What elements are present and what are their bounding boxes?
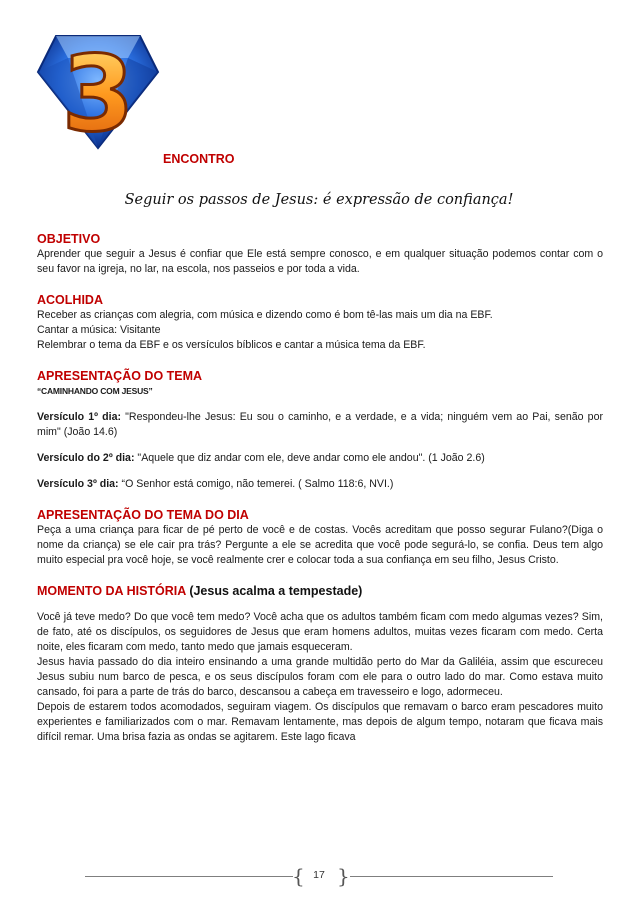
historia-paragraph: Jesus havia passado do dia inteiro ensinando a uma grande multidão perto do Mar da Galiléia, assim que escureceu Jesus subiu num barco de pesca, e os seus discípulos foram com ele para o outro lado do mar. Como estava muito cansado, foi para a parte de trás do barco, descansou a cabeça em travesseiro e logo, adormeceu. [37,656,603,698]
verse-label: Versículo 3º dia: [37,478,119,490]
historia-paragraph: Depois de estarem todos acomodados, seguiram viagem. Os discípulos que remavam o barco eram pescadores muito experientes e familiarizados com o mar. Remavam lentamente, mas depois de algum tempo, notaram que ficava mais difícil remar. Uma brisa fazia as ondas se agitarem. Este lago ficava [37,701,603,743]
footer-rule-left [85,876,293,877]
encounter-subtitle: Seguir os passos de Jesus: é expressão de confiança! [124,192,514,208]
verse-text: "Aquele que diz andar com ele, deve andar como ele andou". (1 João 2.6) [134,452,485,464]
encontro-label: ENCONTRO [163,152,235,166]
gem-badge-icon [34,28,162,152]
verse-label: Versículo 1º dia: [37,411,122,423]
footer-bracket-right: } [337,864,350,888]
verse-label: Versículo do 2º dia: [37,452,135,464]
verse-text: "Respondeu-lhe Jesus: Eu sou o caminho, e a verdade, e a vida; ninguém vem ao Pai, senão por mim" (João 14.6) [37,411,603,438]
footer-rule-right [350,876,553,877]
historia-paragraph: Você já teve medo? Do que você tem medo? Você acha que os adultos também ficam com medo algumas vezes? Sim, de fato, até os discípulos, os seguidores de Jesus que eram homens adultos, muitas vezes ficaram com medo. Certa noite, eles ficaram com medo, tanto medo que jamais esqueceram. [37,611,603,653]
logo-digit: 3 [61,33,135,152]
verse-day-1 [37,410,603,440]
verse-text: “O Senhor está comigo, não temerei. ( Salmo 118:6, NVI.) [118,478,394,490]
page-number: 17 [313,869,325,881]
tema-do-dia-heading: APRESENTAÇÃO DO TEMA DO DIA [37,508,249,522]
acolhida-heading: ACOLHIDA [37,293,103,307]
historia-heading [37,584,603,599]
page-footer [0,865,638,889]
acolhida-line: Relembrar o tema da EBF e os versículos bíblicos e cantar a música tema da EBF. [37,339,426,351]
tema-do-dia-text: Peça a uma criança para ficar de pé perto de você e de costas. Vocês acreditam que posso segurar Fulano?(Diga o nome da criança) se ele cair pra trás? Pergunte a ele se acredita que você pode segurá-lo, se confia. Deus tem algo muito especial pra você hoje, se você realmente crer e colocar toda a sua confiança em seu filho, Jesus Cristo. [37,524,603,566]
historia-subtitle: (Jesus acalma a tempestade) [185,584,363,598]
objetivo-heading: OBJETIVO [37,232,101,246]
acolhida-line: Receber as crianças com alegria, com música e dizendo como é bom tê-las mais um dia na EBF. [37,309,493,321]
footer-bracket-left: { [292,864,305,888]
verse-day-3 [37,477,603,492]
historia-title: MOMENTO DA HISTÓRIA [37,584,186,598]
main-content [37,232,603,745]
encontro-3-logo [34,28,162,152]
apresentacao-heading: APRESENTAÇÃO DO TEMA [37,369,203,383]
apresentacao-theme: “CAMINHANDO COM JESUS” [37,386,153,396]
verse-day-2 [37,451,603,466]
objetivo-text: Aprender que seguir a Jesus é confiar que Ele está sempre conosco, e em qualquer situação podemos contar com o seu favor na igreja, no lar, na escola, nos passeios e por toda a vida. [37,248,603,275]
acolhida-line: Cantar a música: Visitante [37,324,161,336]
